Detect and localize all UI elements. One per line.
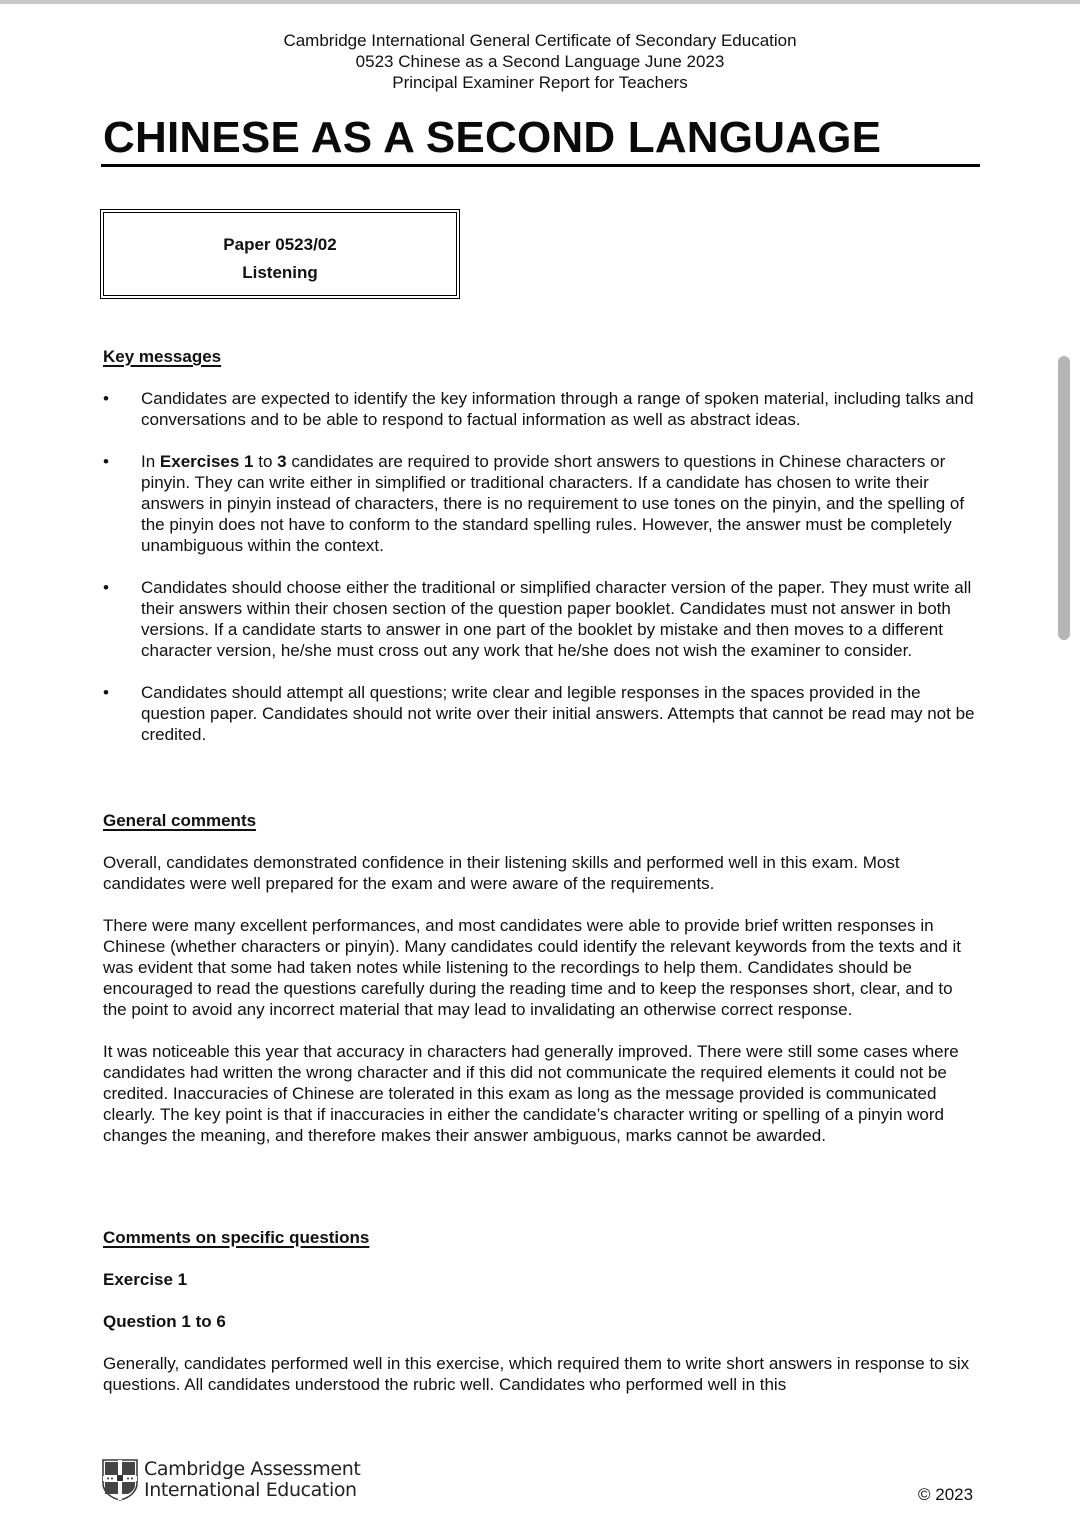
top-toolbar-edge <box>0 0 1080 4</box>
bullet-bold-exercises: Exercises 1 <box>159 452 254 471</box>
logo-line-1: Cambridge Assessment <box>144 1458 361 1480</box>
paragraph: Generally, candidates performed well in this exercise, which required them to write short answers in response to six questions. All candidates understood the rubric well. Candidates who performed well in this <box>103 1354 970 1394</box>
list-item <box>103 577 978 661</box>
paper-name: Listening <box>242 263 318 282</box>
exercise-heading: Exercise 1 <box>103 1270 188 1289</box>
list-item <box>103 682 978 745</box>
general-comments-heading: General comments <box>103 811 257 830</box>
paper-info-box <box>100 209 460 299</box>
list-item <box>103 388 978 430</box>
header-line-2: 0523 Chinese as a Second Language June 2023 <box>355 52 725 71</box>
specific-questions-section <box>103 1227 978 1416</box>
question-heading: Question 1 to 6 <box>103 1312 226 1331</box>
crest-icon <box>102 1459 138 1501</box>
bullet-bold-number: 3 <box>277 452 287 471</box>
document-header <box>0 30 1080 93</box>
key-messages-list <box>103 388 978 745</box>
bullet-mid: to <box>253 452 278 471</box>
header-line-3: Principal Examiner Report for Teachers <box>392 73 688 92</box>
bullet-icon: • <box>103 452 109 471</box>
cambridge-logo <box>102 1459 360 1501</box>
page-title: CHINESE AS A SECOND LANGUAGE <box>103 113 882 162</box>
bullet-text: Candidates are expected to identify the key information through a range of spoken material, including talks and conversations and to be able to respond to factual information as well as abstract ideas. <box>141 389 974 429</box>
list-item <box>103 451 978 556</box>
key-messages-section <box>103 346 978 766</box>
paper-code: Paper 0523/02 <box>223 235 337 254</box>
bullet-text: Candidates should attempt all questions; write clear and legible responses in the spaces provided in the question paper. Candidates should not write over their initial answers. Attempts that cannot be read may not be credited. <box>141 683 975 744</box>
bullet-text: Candidates should choose either the traditional or simplified character version of the paper. They must write all their answers within their chosen section of the question paper booklet. Candidates must not answer in both versions. If a candidate starts to answer in one part of the booklet by mistake and then moves to a different character version, he/she must cross out any work that he/she does not wish the examiner to consider. <box>141 578 972 660</box>
vertical-scrollbar-thumb[interactable] <box>1058 356 1070 640</box>
logo-line-2: International Education <box>144 1479 357 1501</box>
copyright-notice: © 2023 <box>918 1485 974 1504</box>
general-comments-section <box>103 810 978 1167</box>
key-messages-heading: Key messages <box>103 347 222 366</box>
paragraph: Overall, candidates demonstrated confidence in their listening skills and performed well in this exam. Most candidates were well prepared for the exam and were aware of the requirements. <box>103 853 900 893</box>
title-divider <box>101 164 980 167</box>
bullet-icon: • <box>103 389 109 408</box>
paragraph: There were many excellent performances, and most candidates were able to provide brief written responses in Chinese (whether characters or pinyin). Many candidates could identify the relevant keywords from the texts and it was evident that some had taken notes while listening to the recordings to help them. Candidates should be encouraged to read the questions carefully during the reading time and to keep the responses short, clear, and to the point to avoid any incorrect material that may lead to invalidating an otherwise correct response. <box>103 916 961 1019</box>
bullet-prefix: In <box>141 452 160 471</box>
logo-text <box>144 1459 360 1501</box>
bullet-icon: • <box>103 683 109 702</box>
bullet-icon: • <box>103 578 109 597</box>
paragraph: It was noticeable this year that accuracy in characters had generally improved. There were still some cases where candidates had written the wrong character and if this did not communicate the required elements it could not be credited. Inaccuracies of Chinese are tolerated in this exam as long as the message provided is communicated clearly. The key point is that if inaccuracies in either the candidate’s character writing or spelling of a pinyin word changes the meaning, and therefore makes their answer ambiguous, marks cannot be awarded. <box>103 1042 959 1145</box>
header-line-1: Cambridge International General Certificate of Secondary Education <box>283 31 797 50</box>
bullet-text: candidates are required to provide short answers to questions in Chinese characters or pinyin. They can write either in simplified or traditional characters. If a candidate has chosen to write their answers in pinyin instead of characters, there is no requirement to use tones on the pinyin, and the spelling of the pinyin does not have to conform to the standard spelling rules. However, the answer must be completely unambiguous within the context. <box>141 452 965 555</box>
specific-questions-heading: Comments on specific questions <box>103 1228 370 1247</box>
